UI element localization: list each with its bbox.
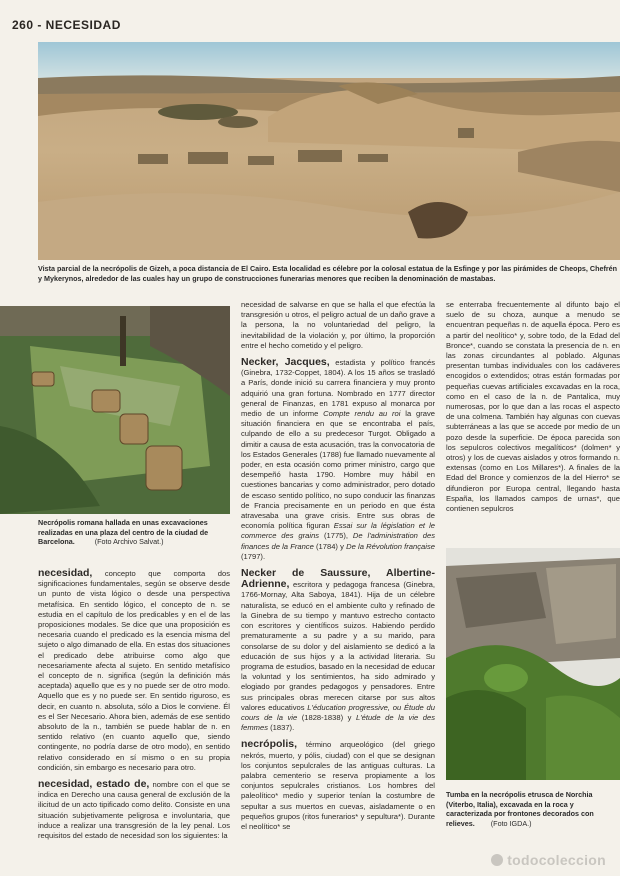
top-photo-caption: Vista parcial de la necrópolis de Gizeh, a poca distancia de El Cairo. Esta localidad es célebre por la colosal estatua de la Esfinge y por las pirámides de Cheops, Chefrén y Mykerynos, alrededor de las cuales hay un grupo de construcciones funerarias menores que reciben la denominación de mastabas. <box>38 264 618 283</box>
entry-necesidad-body: concepto que comporta dos significaciones fundamentales, según se observe desde un punto de vista lógico o desde una perspectiva metafísica. En sentido lógico, el concepto de n. se estudia en el capítulo de los predicables y en el de las proposiciones modales. Se dice que una proposición es necesaria cuando el predicado es la esencia misma del sujeto o algo dimanado de ella. En estas dos situaciones el predicado debe atribuirse como algo que necesariamente afecta al sujeto. En sentido metafísico el concepto de n. significa (según la definición más aceptada) aquello que es y no puede ser de otro modo. Aquello que es y no puede ser. En sentido riguroso, es decir, en cuanto n. absoluta, sólo a Dios le conviene. Él es el Ser Necesario. Ahora bien, además de ese sentido absoluto de la n., también se puede hablar de n. en sentido relativo (en cuanto aquello que, siendo contingente, no podría darse de otro modo), en sentido relativo considerado en sí mismo o en su propia condición, sin embargo es necesario para otro. <box>38 569 230 772</box>
excavation-image <box>0 306 230 514</box>
necker-text-a: estadista y político francés (Ginebra, 1732-Coppet, 1804). A los 15 años se trasladó a París, donde inició su carrera financiera y muy pronto adquirió una gran fortuna. Nombrado en 1777 director general de Finanzas, en 1781 expuso al monarca por medio de un informe <box>241 358 435 419</box>
saussure-text-b: (1828-1838) y <box>297 712 356 722</box>
watermark <box>491 852 606 868</box>
entry-necesidad <box>38 568 230 773</box>
entry-estado-de-necesidad <box>38 779 230 841</box>
left-caption-text: Necrópolis romana hallada en unas excavaciones realizadas en una plaza del centro de la ciudad de Barcelona. <box>38 518 209 546</box>
roman-necropolis-photo <box>0 306 230 514</box>
rock-tomb-image <box>446 548 620 780</box>
necropolis-continuation: se enterraba frecuentemente al difunto bajo el suelo de su choza, aunque a menudo se encuentran pequeñas n. de aquella época. Pero es a partir del neolítico* y, sobre todo, de la Edad del Bronce*, cuando se constata la presencia de n. en las zonas circundantes al poblado. Algunas presentan tumbas individuales con los cadáveres encogidos o extendidos; otras están formadas por pequeñas cuevas artificiales excavadas en la roca, como en el caso de la n. de Pantalica, muy numerosas, por lo que dan a las rocas el aspecto de una colmena. También hay algunas con cuevas subterráneas a las que se accede por medio de un pozo desde la superficie. De época parecida son los sepulcros colectivos megalíticos* (dolmen* y otros) y los de cuevas aislados y otros formando n. extensas (como en Los Millares*). A finales de la Edad del Bronce y comienzos de la del Hierro* se difundieron por Europa central, llegando hasta España, los llamados campos de urnas*, que contienen sepulcros <box>446 300 620 514</box>
etruscan-tomb-photo <box>446 548 620 780</box>
gizeh-necropolis-photo <box>38 42 620 260</box>
saussure-title-a: L'éducation progressive, ou Étude du cours de la vie <box>241 702 435 722</box>
entry-necesidad-heading: necesidad, <box>38 568 93 579</box>
entry-necropolis-heading: necrópolis, <box>241 738 298 751</box>
necker-title-d: De la Révolution française <box>346 541 435 551</box>
necker-title-b: Essai sur la législation et le commerce des grains <box>241 521 435 541</box>
necker-title-c: De l'administration des finances de la France <box>241 531 435 551</box>
right-caption-text: Tumba en la necrópolis etrusca de Norchia (Viterbo, Italia), excavada en la roca y caracterizada por frontones decorados con relieves. <box>446 790 594 828</box>
watermark-text: todocoleccion <box>507 852 606 868</box>
column-3 <box>446 300 620 532</box>
page-header: 260 - NECESIDAD <box>12 18 121 32</box>
necker-text-e: (1797). <box>241 551 266 561</box>
necker-title-a: Compte rendu au roi <box>323 409 401 419</box>
column-1 <box>38 568 230 868</box>
entry-estado-heading: necesidad, estado de, <box>38 778 150 791</box>
left-photo-caption <box>38 518 230 558</box>
saussure-title-b: L'étude de la vie des femmes <box>241 712 435 733</box>
left-caption-credit: (Foto Archivo Salvat.) <box>94 537 164 546</box>
estado-continuation: necesidad de salvarse en que se halla el que efectúa la transgresión u otros, el peligro actual de un daño grave a la persona, la no voluntariedad del peligro, la inevitabilidad de la violación y, por último, la proporción entre el hecho cometido y el peligro. <box>241 300 435 350</box>
watermark-logo-icon <box>491 854 503 866</box>
right-caption-credit: (Foto IGDA.) <box>490 818 532 828</box>
entry-estado-body: nombre con el que se indica en Derecho una causa general de exclusión de la ilicitud de un acto tipificado como delito. Consiste en una situación subjetivamente peligrosa e involuntaria, que induce a realizar una transgresión de la ley penal. Los requisitos del estado de necesidad son los siguientes: la <box>38 780 230 841</box>
entry-necropolis <box>241 739 435 832</box>
entry-necker-de-saussure <box>241 568 435 733</box>
entry-necker-heading: Necker, Jacques, <box>241 356 330 369</box>
entry-necker-jacques <box>241 357 435 562</box>
necker-text-d: (1784) y <box>313 541 347 551</box>
saussure-text-a: escritora y pedagoga francesa (Ginebra, 1766-Mornay, Alta Saboya, 1841). Hija de un célebre naturalista, se educó en el ambiente culto y refinado de la Ginebra de su tiempo y mantuvo estrecho contacto con escritores y científicos suizos. Habiendo perdido prematuramente a su padre y a su marido, para consolarse de su dolor y del aislamiento se dedicó a la educación de sus hijos y a la actividad literaria. Su programa de estudios, basado en la necesidad de educar la voluntad y los sentimientos, ha sido admirado y elogiado por grandes pedagogos y pensadores. Entre sus principales obras merecen citarse por sus altos valores educativos <box>241 580 435 712</box>
necker-text-c: (1775), <box>319 531 353 541</box>
column-2 <box>241 300 435 868</box>
saussure-text-c: (1837). <box>268 723 295 733</box>
necker-text-b: la grave situación financiera en que se encontraba el país, culpando de ello a su predecesor Turgot. Obligado a dimitir a causa de esta acusación, tras la convocatoria de los Estados Generales (1788) fue llamado nuevamente al poder, en esta ocasión como primer ministro, cargo que desempeñó hasta 1790. Hombre muy hábil en cuestiones bancarias y como administrador, pero dotado de escaso sentido político, no supo conducir las finanzas de Francia precisamente en un periodo en que ésta atravesaba una grave crisis. Entre sus obras de economía política figuran <box>241 409 435 531</box>
right-photo-caption <box>446 790 620 838</box>
entry-saussure-heading: Necker de Saussure, Albertine-Adrienne, <box>241 567 435 591</box>
entry-necropolis-body: término arqueológico (del griego nekrós, muerto, y pólis, ciudad) con el que se designan los conjuntos sepulcrales de las antiguas culturas. La palabra cementerio se reserva propiamente a los conjuntos sepulcrales cristianos. Los hombres del paleolítico* medio y superior tenían la costumbre de sepultar a sus muertos en cuevas, aisladamente o en pequeños grupos (ritos funerarios* y sepultura*). Durante el neolítico* se <box>241 740 435 831</box>
desert-landscape-image <box>38 42 620 260</box>
